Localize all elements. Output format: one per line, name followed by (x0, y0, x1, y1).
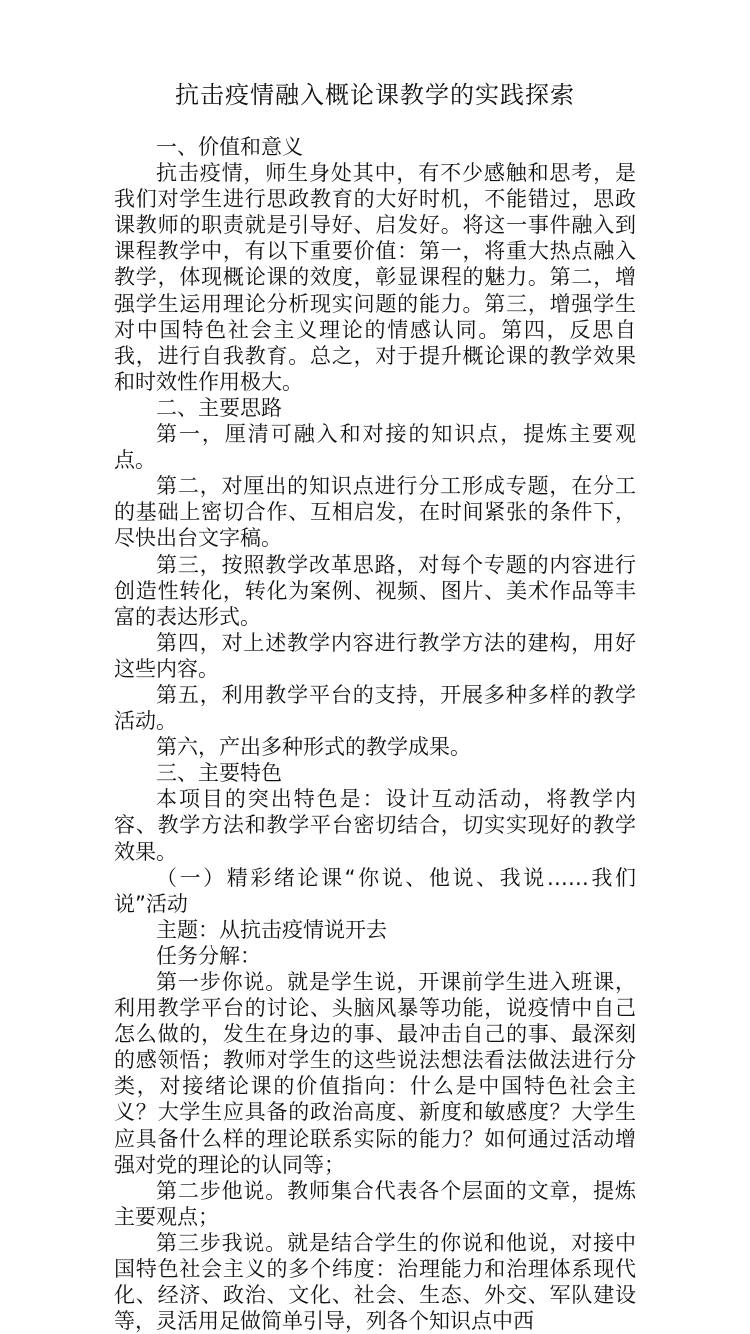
body-paragraph: 本项目的突出特色是：设计互动活动，将教学内容、教学方法和教学平台密切结合，切实实现好的教学效果。 (114, 787, 636, 864)
body-paragraph: 任务分解： (156, 943, 261, 968)
document-body (114, 134, 636, 1334)
section-heading-approach: 二、主要思路 (156, 395, 282, 420)
body-paragraph: 第六，产出多种形式的教学成果。 (156, 735, 471, 760)
document-title: 抗击疫情融入概论课教学的实践探索 (175, 81, 575, 109)
body-paragraph: 第二，对厘出的知识点进行分工形成专题，在分工的基础上密切合作、互相启发，在时间紧张的条件下，尽快出台文字稿。 (114, 474, 636, 551)
body-paragraph: 第五，利用教学平台的支持，开展多种多样的教学活动。 (114, 682, 636, 734)
body-paragraph: 第一步你说。就是学生说，开课前学生进入班课，利用教学平台的讨论、头脑风暴等功能，说疫情中自己怎么做的，发生在身边的事、最冲击自己的事、最深刻的感领悟；教师对学生的这些说法想法看法做法进行分类，对接绪论课的价值指向：什么是中国特色社会主义？大学生应具备的政治高度、新度和敏感度？大学生应具备什么样的理论联系实际的能力？如何通过活动增强对党的理论的认同等； (114, 970, 636, 1177)
document-page (114, 0, 636, 1334)
body-paragraph: 第三步我说。就是结合学生的你说和他说，对接中国特色社会主义的多个纬度：治理能力和治理体系现代化、经济、政治、文化、社会、生态、外交、军队建设等，灵活用足做简单引导，列各个知识点中西 (114, 1230, 636, 1334)
section-heading-features: 三、主要特色 (156, 761, 282, 786)
subsection-heading: （一）精彩绪论课“你说、他说、我说……我们说”活动 (114, 865, 636, 916)
body-paragraph: 第一，厘清可融入和对接的知识点，提炼主要观点。 (114, 422, 636, 473)
body-paragraph: 抗击疫情，师生身处其中，有不少感触和思考，是我们对学生进行思政教育的大好时机，不能错过，思政课教师的职责就是引导好、启发好。将这一事件融入到课程教学中，有以下重要价值：第一，将重大热点融入教学，体现概论课的效度，彰显课程的魅力。第二，增强学生运用理论分析现实问题的能力。第三，增强学生对中国特色社会主义理论的情感认同。第四，反思自我，进行自我教育。总之，对于提升概论课的教学效果和时效性作用极大。 (114, 161, 636, 394)
body-paragraph: 第四，对上述教学内容进行教学方法的建构，用好这些内容。 (114, 630, 636, 681)
body-paragraph: 主题：从抗击疫情说开去 (156, 917, 387, 942)
body-paragraph: 第二步他说。教师集合代表各个层面的文章，提炼主要观点； (114, 1178, 636, 1229)
body-paragraph: 第三，按照教学改革思路，对每个专题的内容进行创造性转化，转化为案例、视频、图片、美术作品等丰富的表达形式。 (114, 552, 636, 629)
section-heading-value: 一、价值和意义 (156, 135, 303, 159)
